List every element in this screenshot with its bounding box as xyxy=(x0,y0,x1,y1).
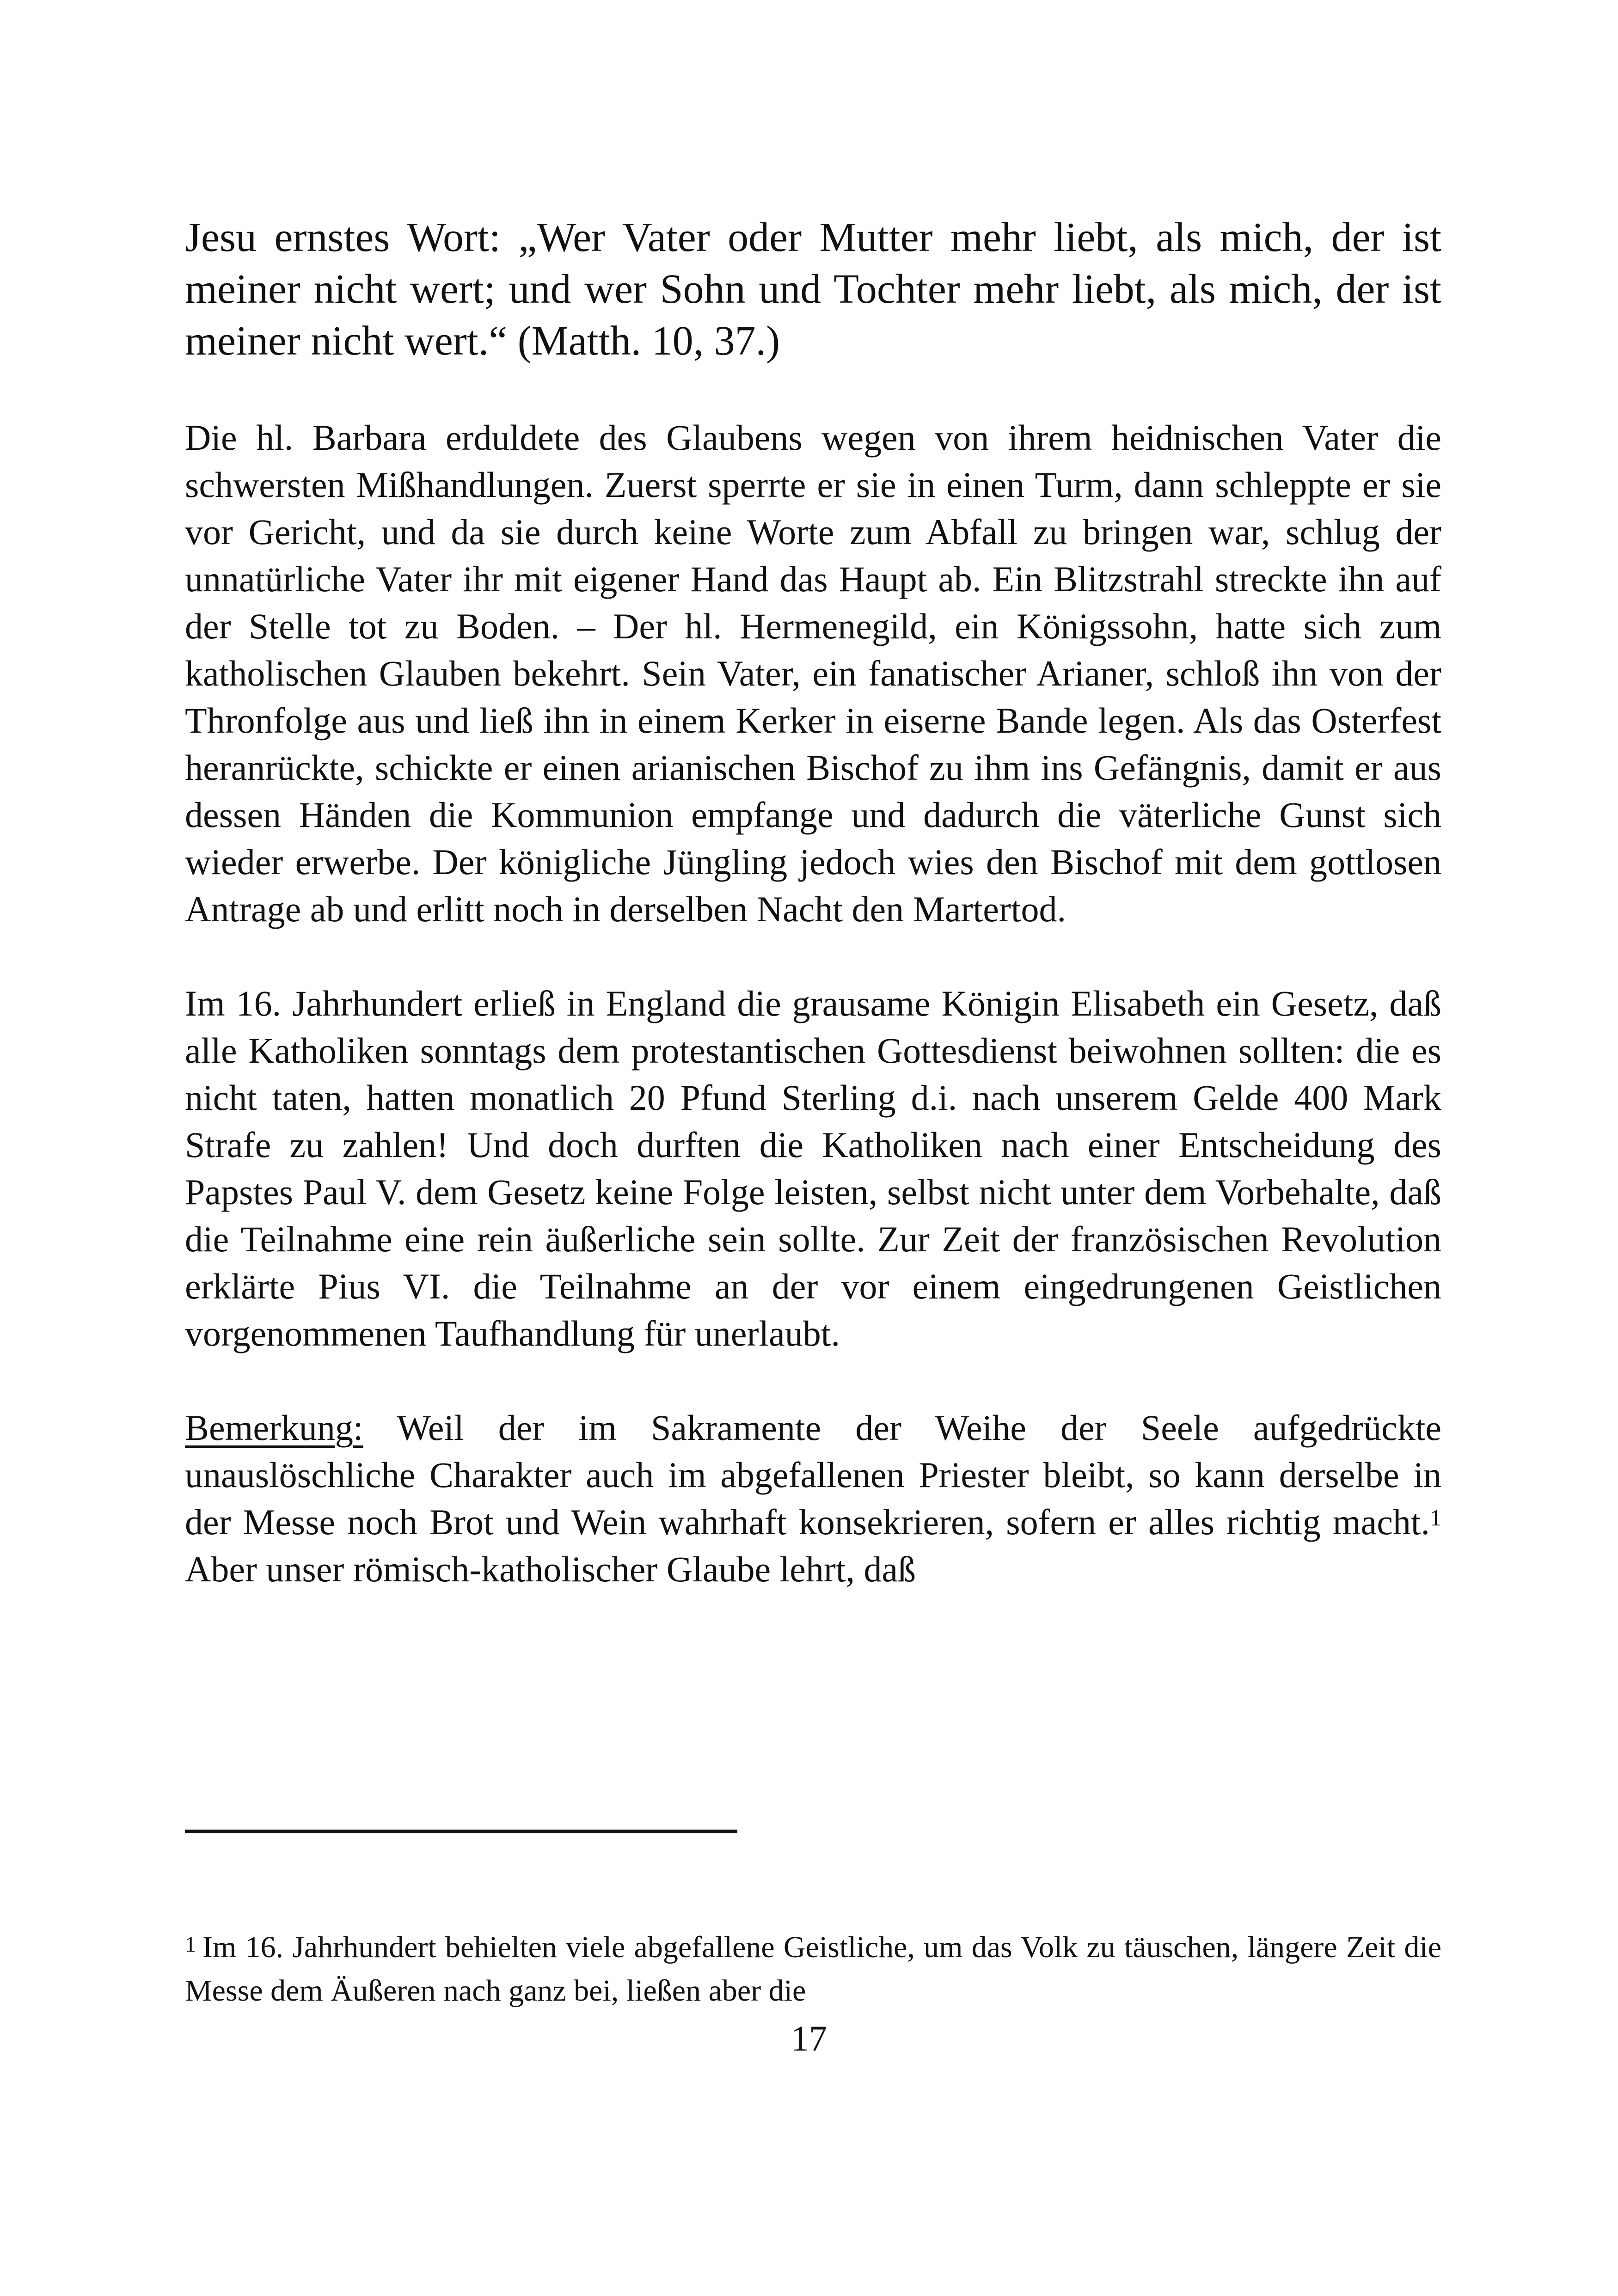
paragraph-remark xyxy=(185,1404,1441,1593)
footnote-reference[interactable]: 1 xyxy=(1430,1505,1441,1531)
remark-text-tail: Aber unser römisch-katholischer Glaube lehrt, daß xyxy=(185,1549,916,1589)
footnote-mark: 1 xyxy=(185,1932,196,1957)
paragraph-gap xyxy=(185,933,1441,980)
page-body xyxy=(185,212,1441,1593)
footnote xyxy=(185,1926,1441,2013)
footnote-divider xyxy=(185,1830,737,1833)
paragraph-barbara: Die hl. Barbara erduldete des Glaubens wegen von ihrem heidnischen Vater die schwersten Mißhandlungen. Zuerst sperrte er sie in einen Turm, dann schleppte er sie vor Gericht, und da sie durch keine Worte zum Abfall zu bringen war, schlug der unnatürliche Vater ihr mit eigener Hand das Haupt ab. Ein Blitzstrahl streckte ihn auf der Stelle tot zu Boden. – Der hl. Hermenegild, ein Königssohn, hatte sich zum katholischen Glauben bekehrt. Sein Vater, ein fanatischer Arianer, schloß ihn von der Thronfolge aus und ließ ihn in einem Kerker in eiserne Bande legen. Als das Osterfest heranrückte, schickte er einen arianischen Bischof zu ihm ins Gefängnis, damit er aus dessen Händen die Kommunion empfange und dadurch die väterliche Gunst sich wieder erwerbe. Der königliche Jüngling jedoch wies den Bischof mit dem gottlosen Antrage ab und erlitt noch in derselben Nacht den Martertod. xyxy=(185,417,1441,929)
remark-label: Bemerkung: xyxy=(185,1408,363,1448)
paragraph-quote: Jesu ernstes Wort: „Wer Vater oder Mutter mehr liebt, als mich, der ist meiner nicht wert; und wer Sohn und Tochter mehr liebt, als mich, der ist meiner nicht wert.“ (Matth. 10, 37.) xyxy=(185,214,1441,364)
footnote-text: Im 16. Jahrhundert behielten viele abgefallene Geistliche, um das Volk zu täuschen, längere Zeit die Messe dem Äußeren nach ganz bei, ließen aber die xyxy=(185,1930,1441,2008)
paragraph-gap xyxy=(185,1357,1441,1404)
page-number: 17 xyxy=(791,2018,827,2058)
paragraph-england: Im 16. Jahrhundert erließ in England die grausame Königin Elisabeth ein Gesetz, daß alle Katholiken sonntags dem protestantischen Gottesdienst beiwohnen sollten: die es nicht taten, hatten monatlich 20 Pfund Sterling d.i. nach unserem Gelde 400 Mark Strafe zu zahlen! Und doch durften die Katholiken nach einer Entscheidung des Papstes Paul V. dem Gesetz keine Folge leisten, selbst nicht unter dem Vorbehalte, daß die Teilnahme eine rein äußerliche sein sollte. Zur Zeit der französischen Revolution erklärte Pius VI. die Teilnahme an der vor einem eingedrungenen Geistlichen vorgenommenen Taufhandlung für unerlaubt. xyxy=(185,983,1441,1353)
remark-text: Weil der im Sakramente der Weihe der Seele aufgedrückte unauslöschliche Charakter auch im abgefallenen Priester bleibt, so kann derselbe in der Messe noch Brot und Wein wahrhaft konsekrieren, sofern er alles richtig macht. xyxy=(185,1408,1441,1542)
paragraph-gap xyxy=(185,367,1441,414)
